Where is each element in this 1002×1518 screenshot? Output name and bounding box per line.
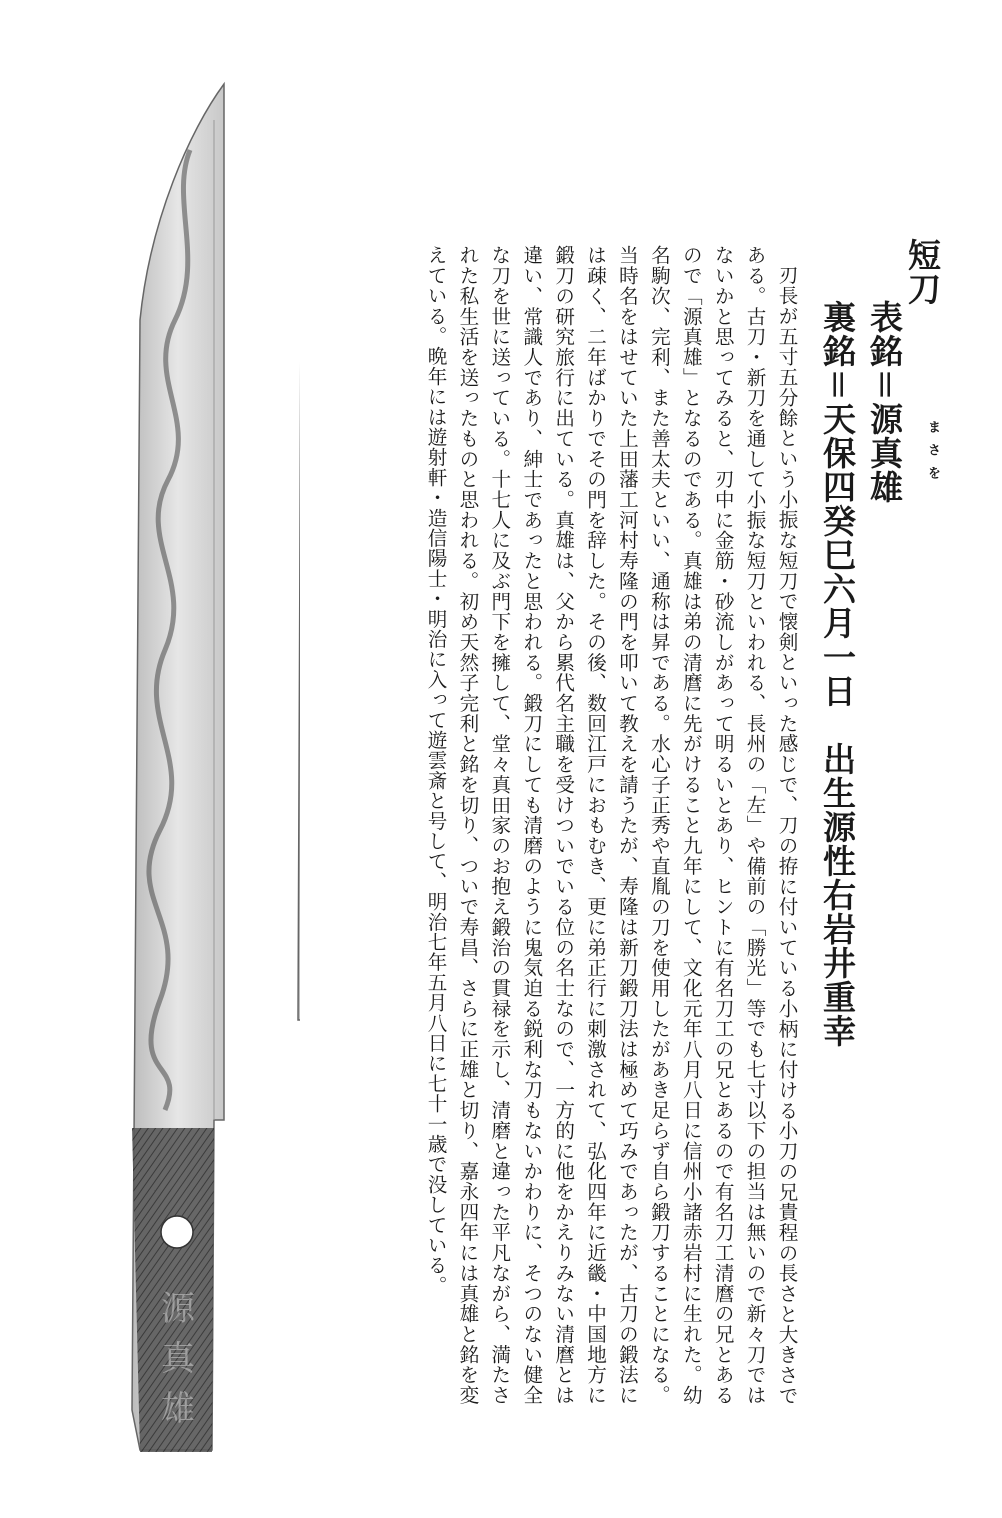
right-blade [298,62,300,1452]
left-blade [132,84,224,1452]
svg-text:真: 真 [161,1339,195,1379]
description-paragraph: 刃長が五寸五分餘という小振な短刀で懐剣といった感じで、刀の拵に付いている小柄に付ける小刀の兄貴程の長さと大きさである。古刀・新刀を通して小振な短刀といわれる、長州の「左」や備前の「勝光」等でも七寸以下の担当は無いので新々刀ではないかと思ってみると、刃中に金筋・砂流しがあって明るいとあり、ヒントに有名刀工の兄とあるので有名刀工清麿の兄とあるので「源真雄」となるのである。真雄は弟の清麿に先がけること九年にして、文化元年八月八日に信州小諸赤岩村に生れた。幼名駒次、完利、また善太夫といい、通称は昇である。水心子正秀や直胤の刀を使用したがあき足らず自ら鍛刀することになる。当時名をはせていた上田藩工河村寿隆の門を叩いて教えを請うたが、寿隆は新刀鍛刀法は極めて巧みであったが、古刀の鍛法には疎く、二年ばかりでその門を辞した。その後、数回江戸におもむき、更に弟正行に刺激されて、弘化四年に近畿・中国地方に鍛刀の研究旅行に出ている。真雄は、父から累代名主職を受けついでいる位の名士なので、一方的に他をかえりみない清麿とは違い、常識人であり、紳士であったと思われる。鍛刀にしても清磨のように鬼気迫る鋭利な刀もないかわりに、そつのない健全な刀を世に送っている。十七人に及ぶ門下を擁して、堂々真田家のお抱え鍛治の貫禄を示し、清磨と違った平凡ながら、満たされた私生活を送ったものと思われる。初め天然子完利と銘を切り、ついで寿昌、さらに正雄と切り、嘉永四年には真雄と銘を変えている。晩年には遊射軒・造信陽士・明治に入って遊雲斎と号して、明治七年五月八日に七十一歳で没している。 [424,245,798,1405]
omote-mei: 表銘＝源真雄 [865,300,904,504]
sword-illustration [0,0,300,1518]
svg-text:雄: 雄 [161,1389,195,1429]
description-text [419,245,802,1405]
omote-mei-ruby: まさを [925,420,940,489]
ura-mei: 裏銘＝天保四癸巳六月一日 出生源性右岩井重幸 [818,300,857,1048]
sword-type-title: 短刀 [903,238,942,306]
svg-text:源: 源 [161,1289,195,1329]
